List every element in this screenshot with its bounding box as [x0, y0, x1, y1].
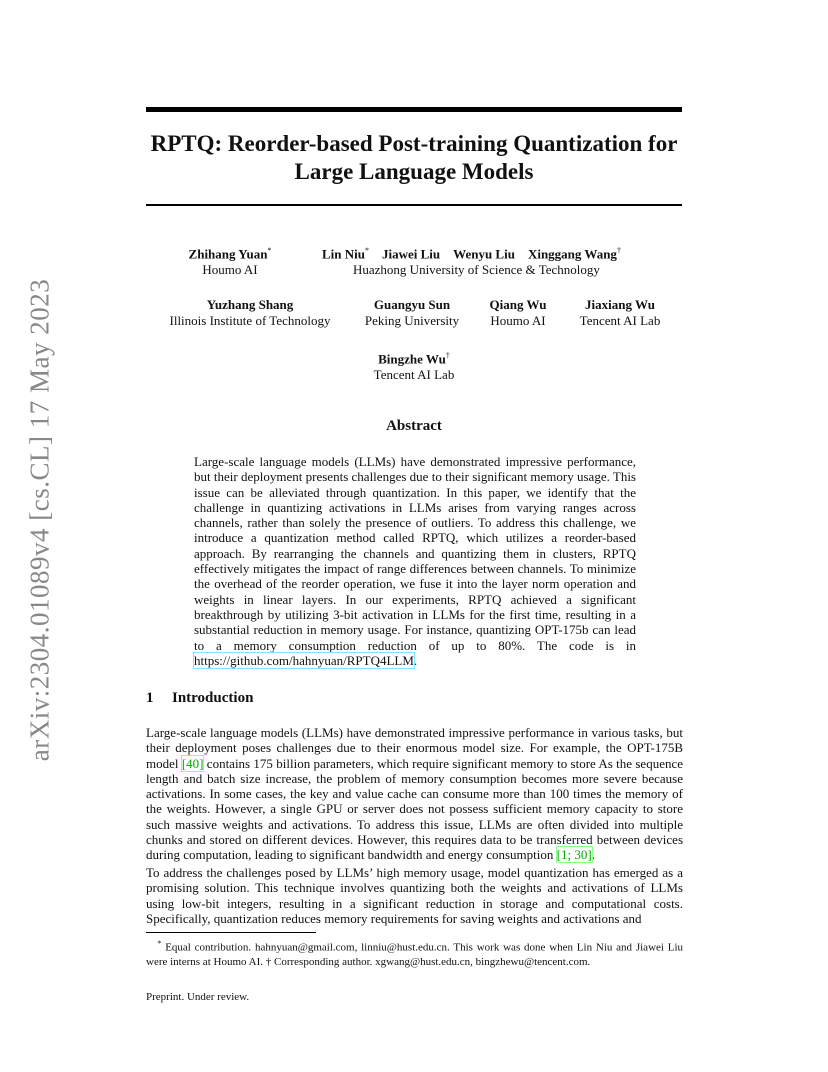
- author-affiliation: Tencent AI Lab: [579, 313, 661, 328]
- author-names-row: Lin Niu* Jiawei Liu Wenyu Liu Xinggang Wang†: [322, 246, 621, 262]
- preprint-note: Preprint. Under review.: [146, 991, 250, 1003]
- author-affiliation: Illinois Institute of Technology: [169, 313, 331, 328]
- author-block: [160, 297, 340, 329]
- footnote-rule: [146, 932, 316, 933]
- author-block: [322, 243, 642, 278]
- author-name: Jiaxiang Wu: [585, 297, 655, 312]
- author-block: [170, 243, 290, 278]
- author-affiliation: Tencent AI Lab: [373, 367, 455, 383]
- title-top-rule: [146, 107, 682, 112]
- section-heading: [146, 690, 253, 707]
- abstract-heading: Abstract: [386, 418, 442, 434]
- author-name: Yuzhang Shang: [206, 297, 294, 312]
- title-bottom-rule: [146, 204, 682, 206]
- author-affiliation: Houmo AI: [490, 313, 546, 328]
- footnote-text: Equal contribution. hahnyuan@gmail.com, linniu@hust.edu.cn. This work was done when Lin Niu and Jiawei Liu were interns at Houmo AI. † Corresponding author. xgwang@hust.edu.cn, bingzhewu@tencent.com.: [146, 941, 684, 968]
- section-number: 1: [146, 690, 154, 706]
- title-line-2: Large Language Models: [294, 159, 534, 184]
- abstract-text: Large-scale language models (LLMs) have demonstrated impressive performance, but their deployment presents challenges due to their significant memory usage. This issue can be alleviated through quantization. In this paper, we identify that the challenge in quantizing activations in LLMs arises from varying ranges across channels, rather than solely the presence of outliers. To address this challenge, we introduce a quantization method called RPTQ, which utilizes a reorder-based approach. By rearranging the channels and quantizing them in clusters, RPTQ effectively mitigates the impact of range differences between channels. To minimize the overhead of the reorder operation, we fuse it into the layer norm operation and weights in linear layers. In our experiments, RPTQ achieved a significant breakthrough by utilizing 3-bit activation in LLMs for the first time, resulting in a substantial reduction in memory usage. For instance, quantizing OPT-175b can lead to a memory consumption reduction of up to 80%. The code is in: [194, 454, 636, 653]
- citation-link[interactable]: [40]: [181, 755, 204, 771]
- author-block: [478, 297, 558, 329]
- author-block: [354, 348, 474, 383]
- abstract-body: Large-scale language models (LLMs) have demonstrated impressive performance, but their deployment presents challenges due to their significant memory usage. This issue can be alleviated through quantization. In this paper, we identify that the challenge in quantizing activations in LLMs arises from varying ranges across channels, rather than solely the presence of outliers. To address this challenge, we introduce a quantization method called RPTQ, which utilizes a reorder-based approach. By rearranging the channels and quantizing them in clusters, RPTQ effectively mitigates the impact of range differences between channels. To minimize the overhead of the reorder operation, we fuse it into the layer norm operation and weights in linear layers. In our experiments, RPTQ achieved a significant breakthrough by utilizing 3-bit activation in LLMs for the first time, resulting in a substantial reduction in memory usage. For instance, quantizing OPT-175b can lead to a memory consumption reduction of up to 80%. The code is in https://github.com/hahnyuan/RPTQ4LLM.: [194, 454, 636, 668]
- author-block: [357, 297, 467, 329]
- author-name: Guangyu Sun: [373, 297, 451, 312]
- author-affiliation: Peking University: [364, 313, 460, 328]
- arxiv-stamp-text: arXiv:2304.01089v4 [cs.CL] 17 May 2023: [24, 278, 55, 762]
- author-affiliation: Houmo AI: [202, 262, 258, 278]
- author-name: Qiang Wu: [489, 297, 547, 312]
- author-name: Bingzhe Wu†: [378, 351, 450, 367]
- code-link[interactable]: https://github.com/hahnyuan/RPTQ4LLM: [194, 652, 414, 668]
- author-name: Zhihang Yuan*: [188, 246, 272, 262]
- section-title: Introduction: [172, 690, 254, 706]
- author-affiliation: Huazhong University of Science & Technology: [353, 262, 600, 278]
- intro-paragraph-1: Large-scale language models (LLMs) have demonstrated impressive performance in various tasks, but their deployment poses challenges due to their enormous model size. For example, the OPT-175B model [40] contains 175 billion parameters, which require significant memory to store As the sequence length and batch size increase, the problem of memory consumption becomes more severe because activations. In some cases, the key and value cache can consume more than 100 times the memory of the weights. However, a single GPU or server does not possess sufficient memory capacity to store such massive weights and activations. To address this issue, LLMs are often divided into multiple chunks and stored on different devices. However, this requires data to be transferred between devices during computation, leading to significant bandwidth and energy consumption [1; 30].: [146, 725, 683, 863]
- intro-paragraph-2: To address the challenges posed by LLMs’ high memory usage, model quantization has emerged as a promising solution. This technique involves quantizing both the weights and activations of LLMs using low-bit integers, resulting in a significant reduction in storage and computational costs. Specifically, quantization reduces memory requirements for saving weights and activations and: [146, 865, 683, 926]
- title-line-1: RPTQ: Reorder-based Post-training Quantization for: [150, 131, 678, 156]
- citation-link[interactable]: [1; 30]: [556, 847, 592, 863]
- footnote-mark: *: [157, 939, 162, 948]
- author-block: [568, 297, 672, 329]
- footnote: [146, 937, 683, 969]
- paper-title: [146, 130, 682, 186]
